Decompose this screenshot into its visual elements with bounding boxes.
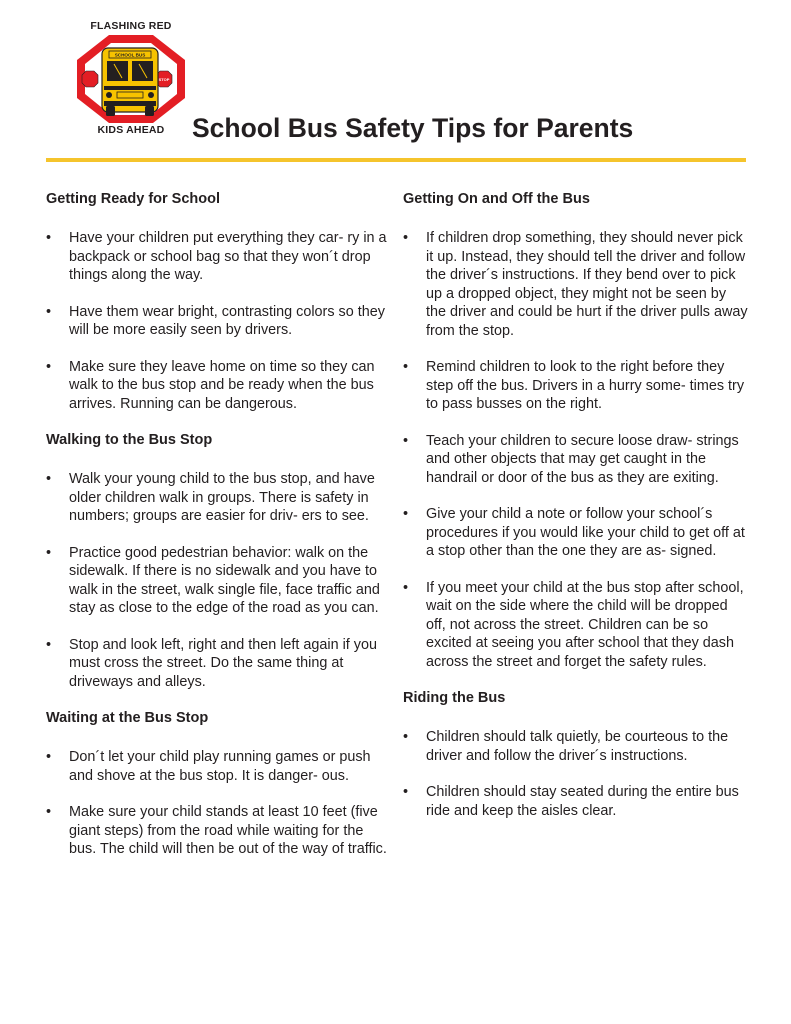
logo-top-text: FLASHING RED <box>90 20 172 32</box>
school-bus-stop-sign-icon <box>76 34 186 124</box>
list-item <box>403 783 748 820</box>
list-item-text: If children drop something, they should never pick it up. Instead, they should tell the driver and follow the driver´s instructions. If they bend over to pick up a dropped object, they might not be seen by the driver and could be hurt if the driver pulls away from the stop. <box>426 230 748 339</box>
list-item-text: Walk your young child to the bus stop, and have older children walk in groups. There is safety in numbers; groups are easier for driv- ers to see. <box>69 471 375 524</box>
waiting-list <box>46 748 391 859</box>
list-item-text: Give your child a note or follow your school´s procedures if you would like your child to get off at a stop other than the one they are as- signed. <box>426 506 745 559</box>
list-item-text: Stop and look left, right and then left again if you must cross the street. Do the same thing at driveways and alleys. <box>69 636 378 690</box>
list-item <box>403 358 748 414</box>
bullet-icon: • <box>46 544 52 561</box>
list-item <box>46 229 391 285</box>
list-item <box>46 303 391 340</box>
section-heading-getting-ready: Getting Ready for School <box>46 191 221 207</box>
bullet-icon: • <box>46 749 52 765</box>
bullet-icon: • <box>46 804 52 820</box>
list-item-text: Children should talk quietly, be courteous to the driver and follow the driver´s instructions. <box>426 729 729 764</box>
section-heading-walking: Walking to the Bus Stop <box>46 432 213 448</box>
list-item <box>46 748 391 785</box>
list-item-text: Make sure they leave home on time so they can walk to the bus stop and be ready when the bus arrives. Running can be dangerous. <box>69 358 375 412</box>
list-item <box>403 505 748 561</box>
list-item <box>46 358 391 414</box>
list-item <box>46 470 391 526</box>
bullet-icon: • <box>403 506 409 522</box>
bullet-icon: • <box>403 432 409 449</box>
bullet-icon: • <box>46 358 52 375</box>
stop-arm-text: STOP <box>158 77 170 82</box>
list-item <box>403 229 748 340</box>
list-item <box>403 432 748 488</box>
list-item-text: Make sure your child stands at least 10 feet (five giant steps) from the road while waiting for the bus. The child will then be out of the way of traffic. <box>69 804 387 857</box>
list-item <box>46 544 391 618</box>
bullet-icon: • <box>46 636 52 653</box>
walking-list <box>46 470 391 691</box>
list-item-text: If you meet your child at the bus stop after school, wait on the side where the child will be dropped off, not across the street. Children can be so excited at seeing you after school that they dash across the street and forget the safety rules. <box>426 579 744 670</box>
bullet-icon: • <box>403 784 409 800</box>
logo-bottom-text: KIDS AHEAD <box>97 124 165 136</box>
riding-list <box>403 728 748 820</box>
section-heading-on-off: Getting On and Off the Bus <box>403 191 590 207</box>
getting-ready-list <box>46 229 391 413</box>
list-item-text: Practice good pedestrian behavior: walk on the sidewalk. If there is no sidewalk and you have to walk in the street, walk single file, face traffic and stay as close to the edge of the road as you can. <box>69 544 380 616</box>
bullet-icon: • <box>403 579 409 596</box>
section-heading-riding: Riding the Bus <box>403 690 506 706</box>
list-item <box>403 579 748 672</box>
left-column <box>46 190 391 859</box>
list-item <box>403 728 748 765</box>
list-item-text: Remind children to look to the right before they step off the bus. Drivers in a hurry some- times try to pass busses on the right. <box>426 359 745 412</box>
list-item-text: Have your children put everything they car- ry in a backpack or school bag so that they won´t drop things along the way. <box>69 230 387 283</box>
logo <box>74 20 188 142</box>
section-heading-waiting: Waiting at the Bus Stop <box>46 710 209 726</box>
page-title: School Bus Safety Tips for Parents <box>192 113 634 143</box>
title-divider <box>46 158 746 162</box>
list-item-text: Teach your children to secure loose draw- strings and other objects that may get caught in the handrail or door of the bus as they are exiting. <box>426 432 739 486</box>
bullet-icon: • <box>46 471 52 487</box>
bullet-icon: • <box>403 230 409 246</box>
bullet-icon: • <box>46 303 52 320</box>
list-item <box>46 803 391 859</box>
list-item-text: Don´t let your child play running games or push and shove at the bus stop. It is danger- ous. <box>69 749 371 784</box>
right-column <box>403 190 748 820</box>
bullet-icon: • <box>46 230 52 246</box>
bus-sign-text: SCHOOL BUS <box>114 52 146 58</box>
list-item-text: Have them wear bright, contrasting colors so they will be more easily seen by drivers. <box>69 303 385 338</box>
list-item-text: Children should stay seated during the entire bus ride and keep the aisles clear. <box>426 784 739 819</box>
bullet-icon: • <box>403 359 409 375</box>
list-item <box>46 636 391 692</box>
on-off-list <box>403 229 748 671</box>
bullet-icon: • <box>403 729 409 745</box>
